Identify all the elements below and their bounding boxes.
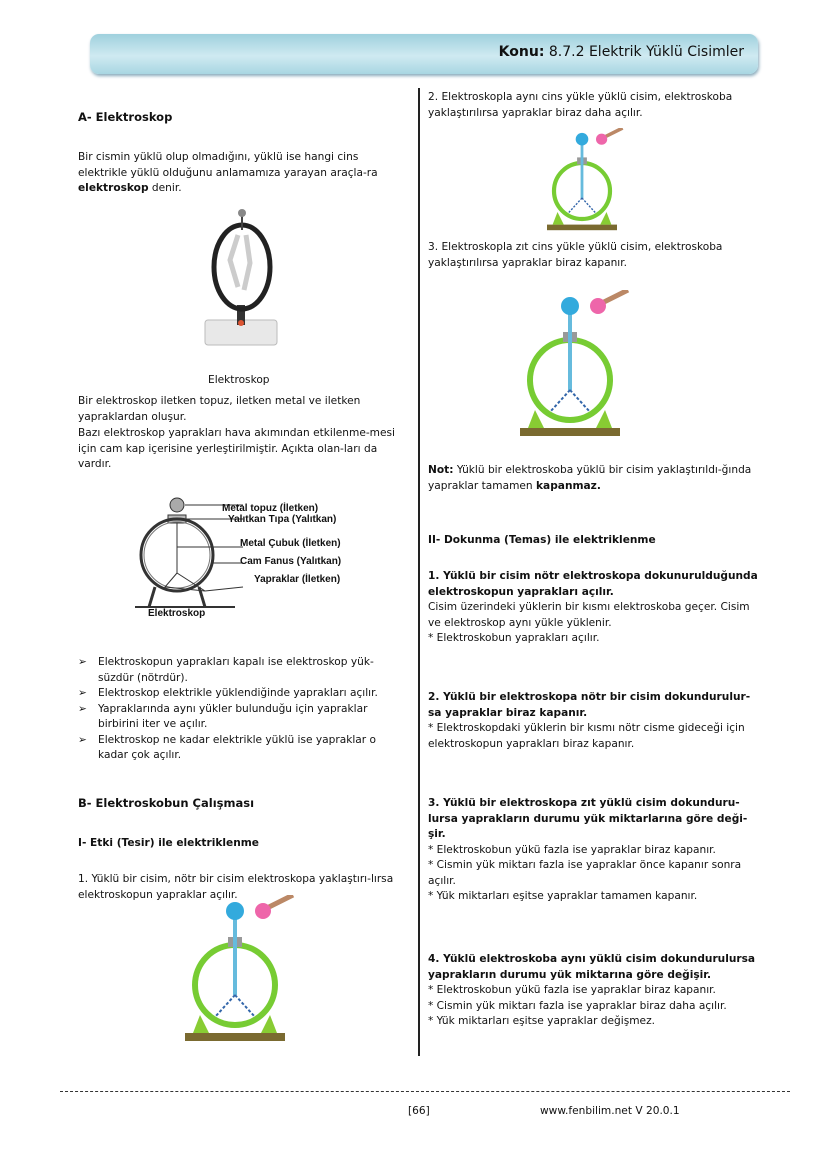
paragraph: Bazı elektroskop yaprakları hava akımından etkilenme-mesi için cam kap içerisine yerleştirilmiştir. Açıkta olan-ları da vardır. bbox=[78, 427, 395, 470]
item-heading: 3. Yüklü bir elektroskopa zıt yüklü cisim dokunduru-lursa yaprakların durumu yük miktarlarına göre deği-şir. bbox=[428, 797, 748, 840]
paragraph: Cisim üzerindeki yüklerin bir kısmı elektroskoba geçer. Cisim ve elektroskop aynı yükle yüklenir. bbox=[428, 601, 750, 629]
paragraph: * Cismin yük miktarı fazla ise yapraklar önce kapanır sonra açılır. bbox=[428, 859, 742, 887]
header-banner bbox=[90, 34, 758, 74]
item-heading: 2. Yüklü bir elektroskopa nötr bir cisim dokundurulur-sa yapraklar biraz kapanır. bbox=[428, 691, 751, 719]
section-i-title: I- Etki (Tesir) ile elektriklenme bbox=[78, 837, 259, 849]
paragraph: 2. Elektroskopla aynı cins yükle yüklü cisim, elektroskoba yaklaştırılırsa yapraklar biraz daha açılır. bbox=[428, 91, 733, 119]
diagram-label: Metal Çubuk (İletken) bbox=[240, 538, 341, 549]
paragraph: Bir elektroskop iletken topuz, iletken metal ve iletken yapraklardan oluşur. bbox=[78, 395, 361, 423]
bullet-list bbox=[78, 655, 408, 764]
section-ii-title: II- Dokunma (Temas) ile elektriklenme bbox=[428, 534, 656, 546]
list-item: ➢ Elektroskop ne kadar elektrikle yüklü ise yapraklar o kadar çok açılır. bbox=[78, 733, 408, 764]
diagram-label: Cam Fanus (Yalıtkan) bbox=[240, 556, 342, 567]
paragraph: * Yük miktarları eşitse yapraklar değişmez. bbox=[428, 1015, 655, 1027]
header-label: Konu: bbox=[498, 44, 545, 60]
note: Not: Yüklü bir elektroskoba yüklü bir cisim yaklaştırıldı-ğında yapraklar tamamen kapanmaz. bbox=[428, 464, 752, 492]
paragraph: * Yük miktarları eşitse yapraklar tamamen kapanır. bbox=[428, 890, 698, 902]
list-item: ➢ Yapraklarında aynı yükler bulunduğu için yapraklar birbirini iter ve açılır. bbox=[78, 702, 408, 733]
diagram-caption: Elektroskop bbox=[148, 608, 206, 619]
intro-paragraph: Bir cismin yüklü olup olmadığını, yüklü ise hangi cins elektrikle yüklü olduğunu anlamamıza yarayan araçla-ra elektroskop denir. bbox=[78, 151, 378, 194]
electroscope-photo bbox=[200, 205, 285, 355]
column-divider bbox=[418, 88, 420, 1056]
paragraph: * Elektroskobun yükü fazla ise yapraklar biraz kapanır. bbox=[428, 843, 716, 856]
electroscope-illustration bbox=[540, 128, 624, 233]
list-item: ➢ Elektroskopun yaprakları kapalı ise elektroskop yük-süzdür (nötrdür). bbox=[78, 655, 408, 686]
photo-caption: Elektroskop bbox=[208, 374, 270, 386]
paragraph: * Elektroskobun yaprakları açılır. bbox=[428, 632, 600, 644]
diagram-label: Yalıtkan Tıpa (Yalıtkan) bbox=[228, 514, 337, 525]
paragraph: * Elektroskopdaki yüklerin bir kısmı nötr cisme gideceği için elektroskopun yaprakları biraz kapanır. bbox=[428, 722, 745, 750]
paragraph: * Cismin yük miktarı fazla ise yapraklar biraz daha açılır. bbox=[428, 999, 727, 1012]
footer-site: www.fenbilim.net V 20.0.1 bbox=[540, 1105, 680, 1117]
item-heading: 4. Yüklü elektroskoba aynı yüklü cisim dokundurulursa yaprakların durumu yük miktarına göre değişir. bbox=[428, 953, 756, 981]
electroscope-illustration bbox=[175, 895, 295, 1045]
page-title: 8.7.2 Elektrik Yüklü Cisimler bbox=[548, 44, 744, 60]
footer-divider bbox=[60, 1091, 790, 1092]
section-a-title: A- Elektroskop bbox=[78, 110, 173, 124]
paragraph: * Elektroskobun yükü fazla ise yapraklar biraz kapanır. bbox=[428, 984, 716, 996]
diagram-label: Metal topuz (İletken) bbox=[222, 503, 319, 514]
paragraph: 1. Yüklü bir cisim, nötr bir cisim elektroskopa yaklaştırı-lırsa elektroskopun yapraklar açılır. bbox=[78, 873, 394, 901]
diagram-label: Yapraklar (İletken) bbox=[254, 574, 341, 585]
page-number: [66] bbox=[408, 1105, 430, 1117]
paragraph: 3. Elektroskopla zıt cins yükle yüklü cisim, elektroskoba yaklaştırılırsa yapraklar biraz kapanır. bbox=[428, 241, 723, 269]
electroscope-illustration bbox=[510, 290, 630, 440]
section-b-title: B- Elektroskobun Çalışması bbox=[78, 796, 255, 810]
item-heading: 1. Yüklü bir cisim nötr elektroskopa dokunurulduğunda elektroskopun yaprakları açılır. bbox=[428, 570, 758, 598]
list-item: ➢ Elektroskop elektrikle yüklendiğinde yaprakları açılır. bbox=[78, 686, 408, 702]
